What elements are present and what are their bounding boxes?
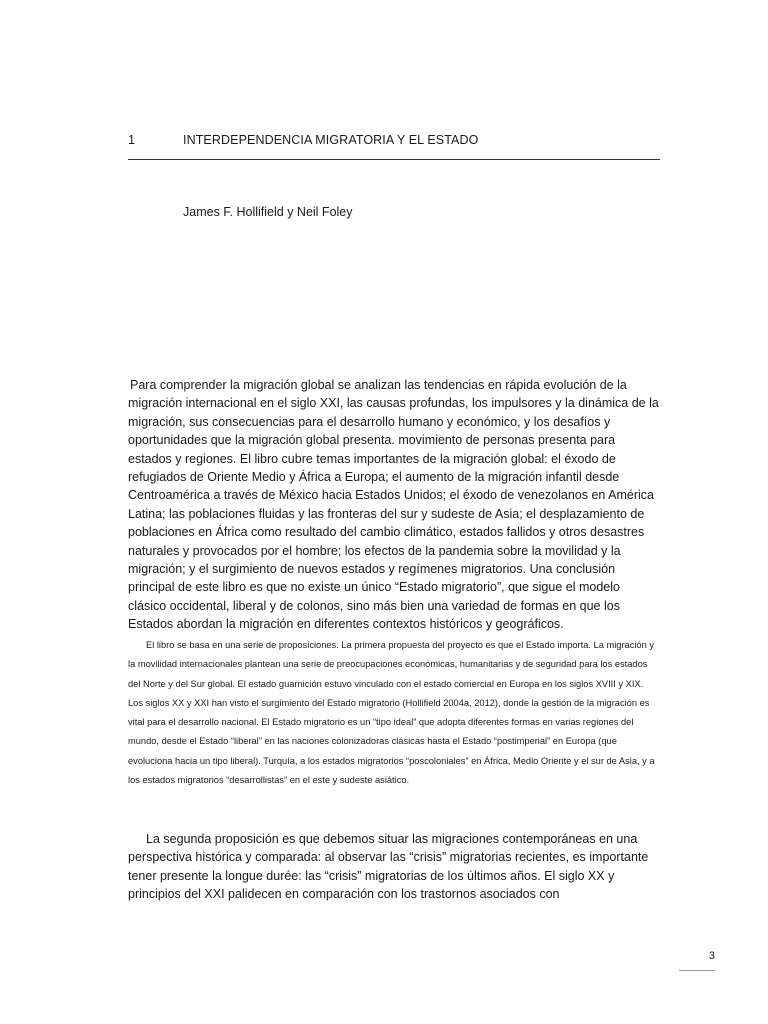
intro-paragraph: Para comprender la migración global se analizan las tendencias en rápida evolución de la migración internacional en el siglo XXI, las causas profundas, los impulsores y la dinámica de la migración, sus consecuencias para el desarrollo humano y económico, y los desafíos y oportunidades que la migración global presenta. movimiento de personas presenta para estados y regiones. El libro cubre temas importantes de la migración global: el éxodo de refugiados de Oriente Medio y África a Europa; el aumento de la migración infantil desde Centroamérica a través de México hacia Estados Unidos; el éxodo de venezolanos en América Latina; las poblaciones fluidas y las fronteras del sur y sudeste de Asia; el desplazamiento de poblaciones en África como resultado del cambio climático, estados fallidos y otros desastres naturales y provocados por el hombre; los efectos de la pandemia sobre la movilidad y la migración; y el surgimiento de nuevos estados y regímenes migratorios. Una conclusión principal de este libro es que no existe un único “Estado migratorio”, que sigue el modelo clásico occidental, liberal y de colonos, sino más bien una variedad de formas en que los Estados abordan la migración en diferentes contextos históricos y geográficos. (128, 378, 659, 632)
chapter-header (128, 133, 660, 160)
chapter-title: INTERDEPENDENCIA MIGRATORIA Y EL ESTADO (183, 133, 479, 147)
page-number: 3 (679, 950, 715, 971)
first-proposition-paragraph: El libro se basa en una serie de proposiciones. La primera propuesta del proyecto es que el Estado importa. La migración y la movilidad internacionales plantean una serie de preocupaciones económicas, humanitarias y de seguridad para los estados del Norte y del Sur global. El estado guarnición estuvo vinculado con el estado comercial en Europa en los siglos XVIII y XIX. Los siglos XX y XXI han visto el surgimiento del Estado migratorio (Hollifield 2004a, 2012), donde la gestión de la migración es vital para el desarrollo nacional. El Estado migratorio es un “tipo ideal” que adopta diferentes formas en varias regiones del mundo, desde el Estado “liberal” en las naciones colonizadoras clásicas hasta el Estado “postimperial” en Europa (que evoluciona hacia un tipo liberal). Turquía, a los estados migratorios “poscoloniales” en África, Medio Oriente y el sur de Asia, y a los estados migratorios “desarrollistas” en el este y sudeste asiático. (128, 640, 655, 786)
second-proposition-paragraph: La segunda proposición es que debemos situar las migraciones contemporáneas en una perspectiva histórica y comparada: al observar las “crisis” migratorias recientes, es importante tener presente la longue durée: las “crisis” migratorias de los últimos años. El siglo XX y principios del XXI palidecen en comparación con los trastornos asociados con (128, 832, 649, 902)
chapter-number: 1 (128, 133, 135, 147)
chapter-authors: James F. Hollifield y Neil Foley (183, 205, 353, 219)
